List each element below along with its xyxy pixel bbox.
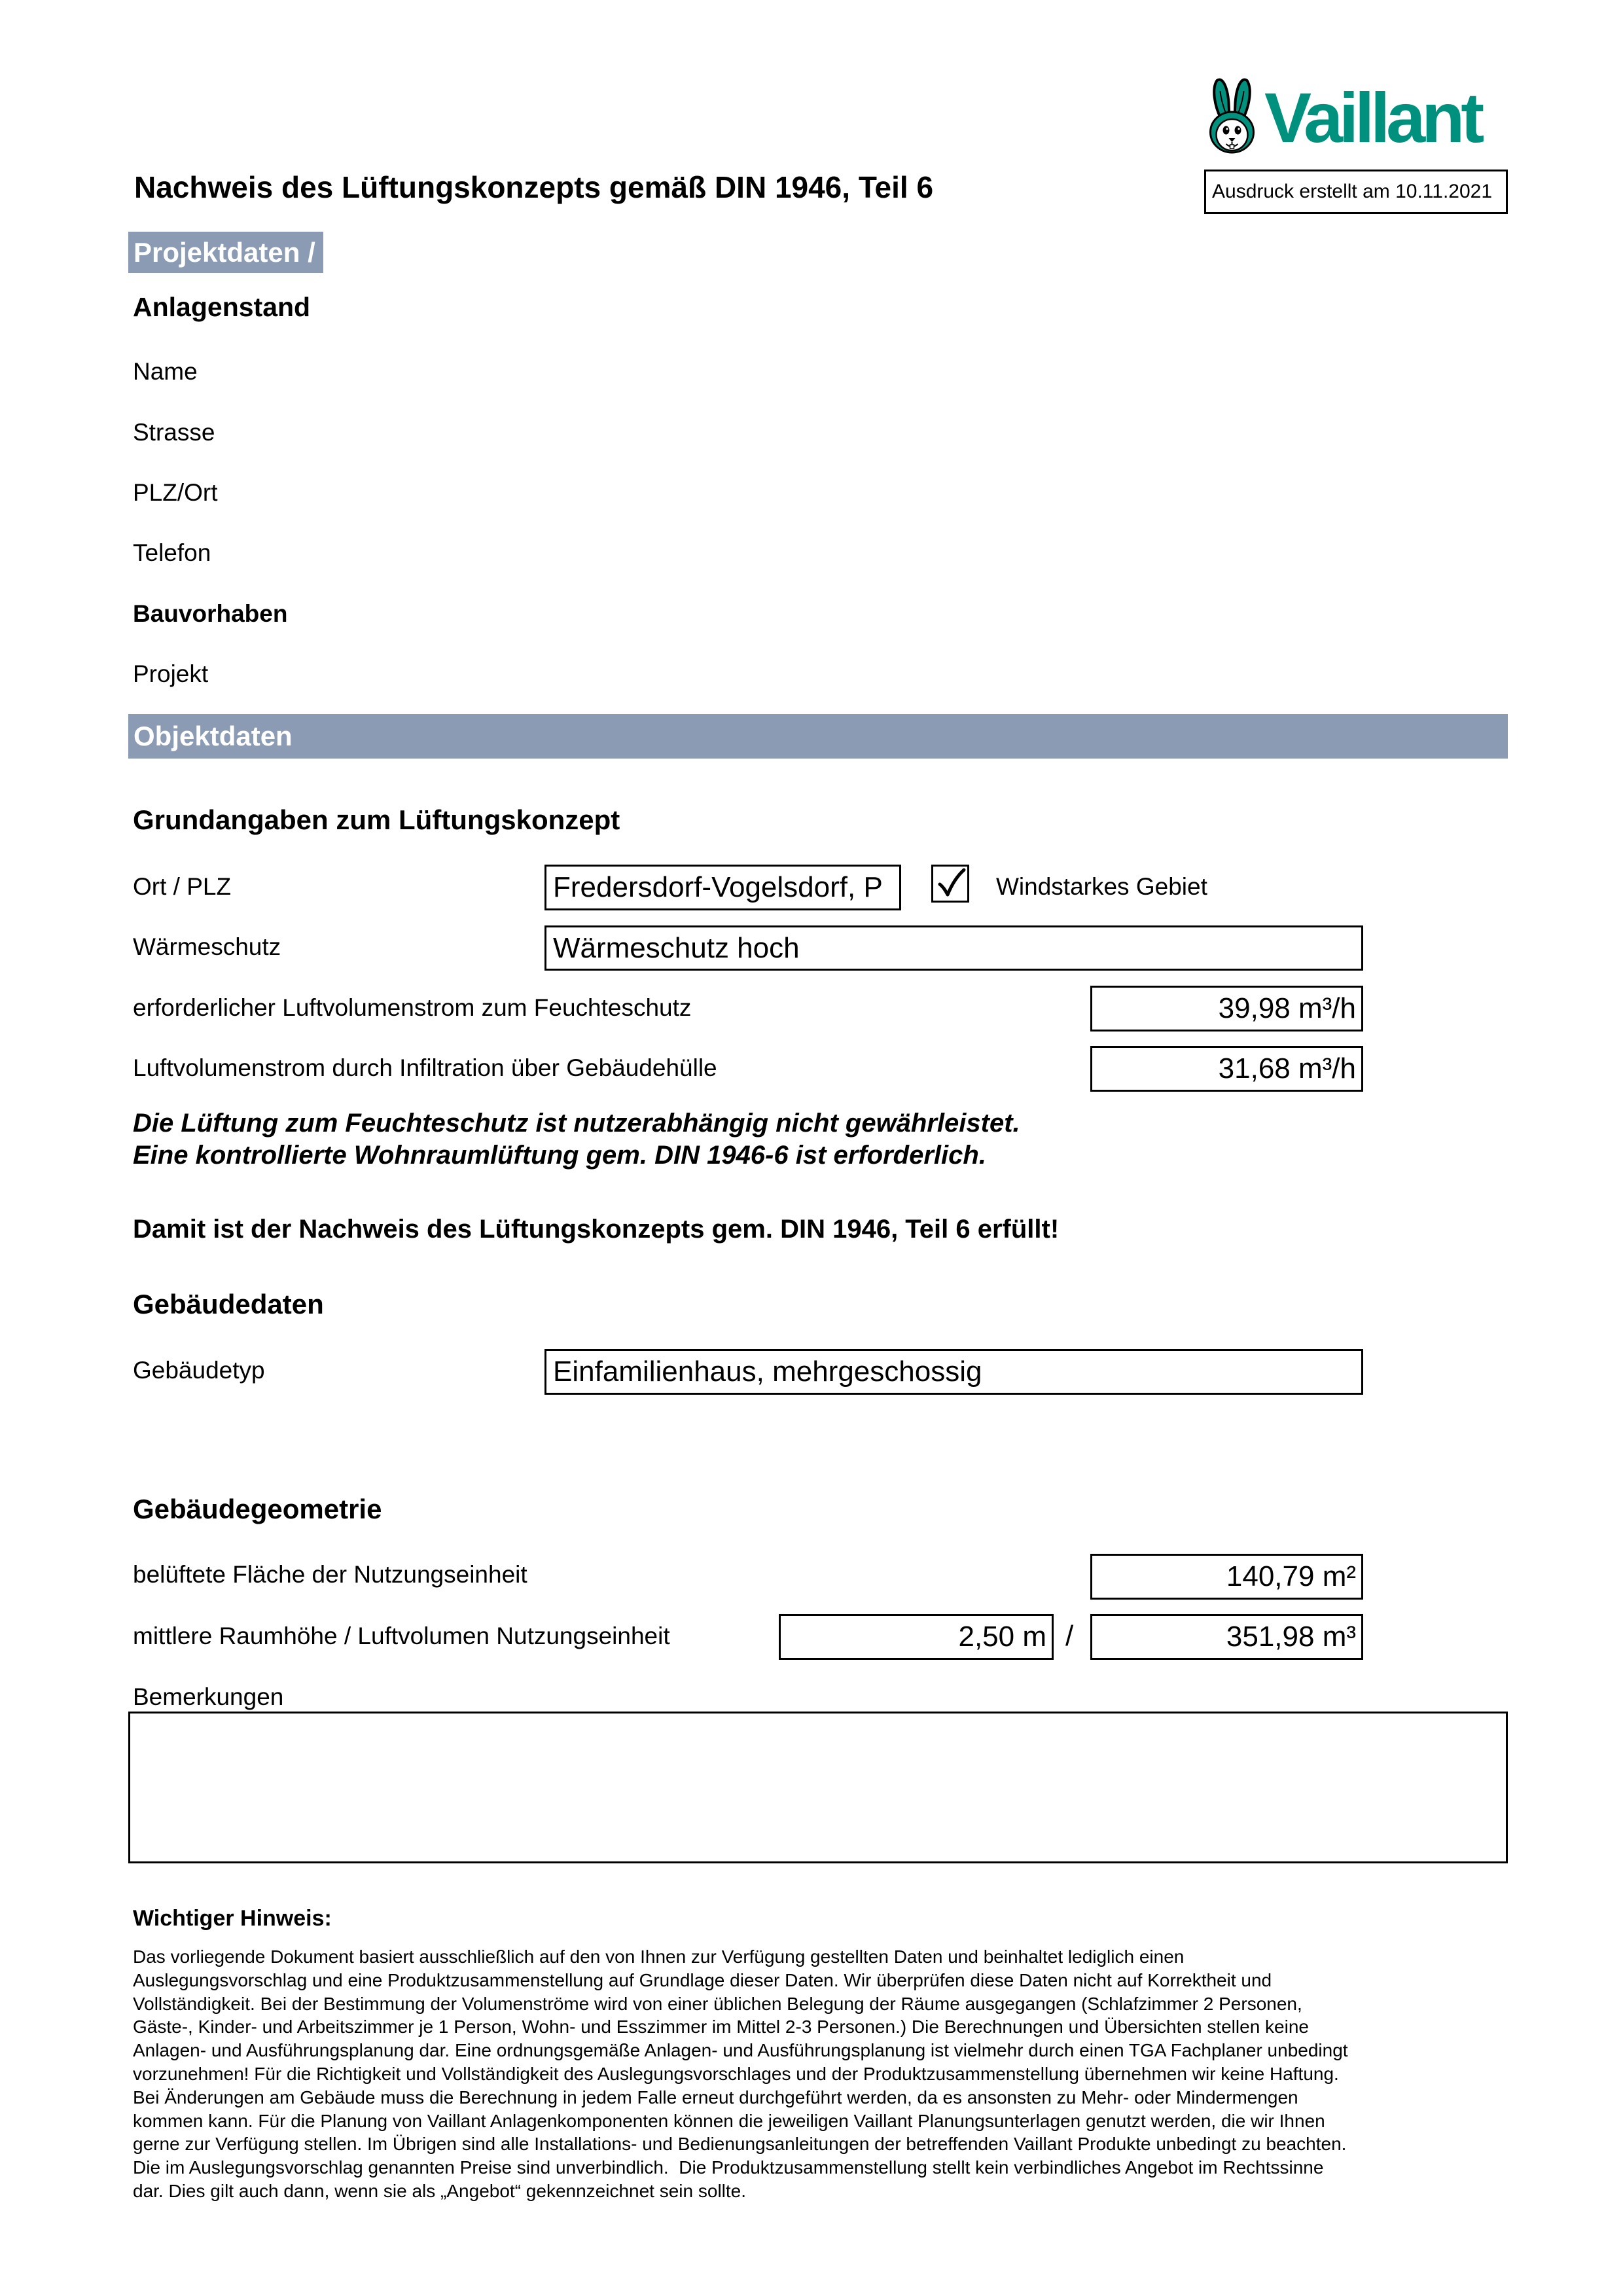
hinweis-line: Auslegungsvorschlag und eine Produktzusammenstellung auf Grundlage dieser Daten. Wir überprüfen diese Daten nicht auf Korrektheit und [133,1969,1272,1990]
vaillant-wordmark: Vaillant [1264,78,1481,157]
bemerkungen-label: Bemerkungen [133,1683,284,1710]
page-title: Nachweis des Lüftungskonzepts gemäß DIN 1946, Teil 6 [134,170,934,204]
plz-ort-label: PLZ/Ort [133,479,218,506]
hinweis-line: Vollständigkeit. Bei der Bestimmung der Volumenströme wird von einer üblichen Belegung der Räume ausgegangen (Schlafzimmer 2 Personen, [133,1993,1302,2014]
hinweis-line: vorzunehmen! Für die Richtigkeit und Vollständigkeit des Auslegungsvorschlages und der Produktzusammenstellung übernehmen wir keine Haftung. [133,2063,1339,2084]
gebaeudetyp-label: Gebäudetyp [133,1357,265,1384]
windstarkes-gebiet-checkbox [931,865,969,903]
hinweis-line: dar. Dies gilt auch dann, wenn sie als „Angebot“ gekennzeichnet sein sollte. [133,2180,747,2201]
conclusion-statement: Damit ist der Nachweis des Lüftungskonzepts gem. DIN 1946, Teil 6 erfüllt! [133,1215,1060,1244]
section-header-projektdaten: Projektdaten / [128,232,323,273]
hinweis-line: gerne zur Verfügung stellen. Im Übrigen sind alle Installations- und Bedienungsanleitungen der betreffenden Vaillant Produkte unbedingt zu beachten. [133,2134,1347,2155]
flaeche-label: belüftete Fläche der Nutzungseinheit [133,1561,527,1588]
hinweis-line: Bei Änderungen am Gebäude muss die Berechnung in jedem Falle erneut durchgeführt werden, da es ansonsten zu Mehr- oder Mindermengen [133,2087,1298,2108]
section-header-objektdaten: Objektdaten [128,714,1508,759]
ort-plz-field: Fredersdorf-Vogelsdorf, P [544,865,901,910]
hinweis-line: Das vorliegende Dokument basiert ausschließlich auf den von Ihnen zur Verfügung gestellten Daten und beinhaltet lediglich einen [133,1946,1185,1967]
gebaeudetyp-field: Einfamilienhaus, mehrgeschossig [544,1349,1363,1395]
flaeche-value-field: 140,79 m² [1090,1554,1363,1600]
feuchteschutz-label: erforderlicher Luftvolumenstrom zum Feuchteschutz [133,994,692,1021]
print-date-stamp: Ausdruck erstellt am 10.11.2021 [1204,170,1508,214]
name-label: Name [133,358,198,385]
strasse-label: Strasse [133,419,215,446]
hinweis-line: Gäste-, Kinder- und Arbeitszimmer je 1 Person, Wohn- und Esszimmer im Mittel 2-3 Personen.) Die Berechnungen und Übersichten stellen keine [133,2017,1309,2037]
warning-line: Eine kontrollierte Wohnraumlüftung gem. DIN 1946-6 ist erforderlich. [133,1141,986,1170]
warning-line: Die Lüftung zum Feuchteschutz ist nutzerabhängig nicht gewährleistet. [133,1109,1020,1138]
waermeschutz-label: Wärmeschutz [133,933,281,960]
anlagenstandort-heading: Anlagenstand [133,292,311,322]
ort-plz-label: Ort / PLZ [133,873,232,900]
feuchteschutz-value-field: 39,98 m³/h [1090,986,1363,1031]
hinweis-heading: Wichtiger Hinweis: [133,1906,332,1931]
hinweis-line: kommen kann. Für die Planung von Vaillant Anlagenkomponenten können die jeweiligen Vaillant Planungsunterlagen genutzt werden, die wir Ihnen [133,2110,1325,2131]
check-icon [935,867,967,901]
bauvorhaben-heading: Bauvorhaben [133,600,288,627]
telefon-label: Telefon [133,539,211,566]
bemerkungen-box [128,1712,1508,1863]
hinweis-paragraph [133,1945,1348,2203]
infiltration-label: Luftvolumenstrom durch Infiltration über Gebäudehülle [133,1054,717,1081]
hinweis-line: Die im Auslegungsvorschlag genannten Preise sind unverbindlich. Die Produktzusammenstellung stellt kein verbindliches Angebot im Rechtssinne [133,2157,1324,2178]
windstarkes-gebiet-label: Windstarkes Gebiet [996,873,1207,900]
gebaeudedaten-heading: Gebäudedaten [133,1289,324,1319]
gebaeudegeometrie-heading: Gebäudegeometrie [133,1494,382,1524]
projekt-label: Projekt [133,660,209,687]
value-separator: / [1065,1620,1074,1652]
luftvolumen-value-field: 351,98 m³ [1090,1614,1363,1660]
vaillant-hare-icon [1202,77,1262,155]
raumhoehe-value-field: 2,50 m [779,1614,1054,1660]
waermeschutz-field: Wärmeschutz hoch [544,925,1363,971]
grundangaben-heading: Grundangaben zum Lüftungskonzept [133,804,620,835]
hinweis-line: Anlagen- und Ausführungsplanung dar. Eine ordnungsgemäße Anlagen- und Ausführungsplanung ist vielmehr durch einen TGA Fachplaner unbedingt [133,2040,1348,2061]
infiltration-value-field: 31,68 m³/h [1090,1046,1363,1092]
raumhoehe-volumen-label: mittlere Raumhöhe / Luftvolumen Nutzungseinheit [133,1623,670,1649]
